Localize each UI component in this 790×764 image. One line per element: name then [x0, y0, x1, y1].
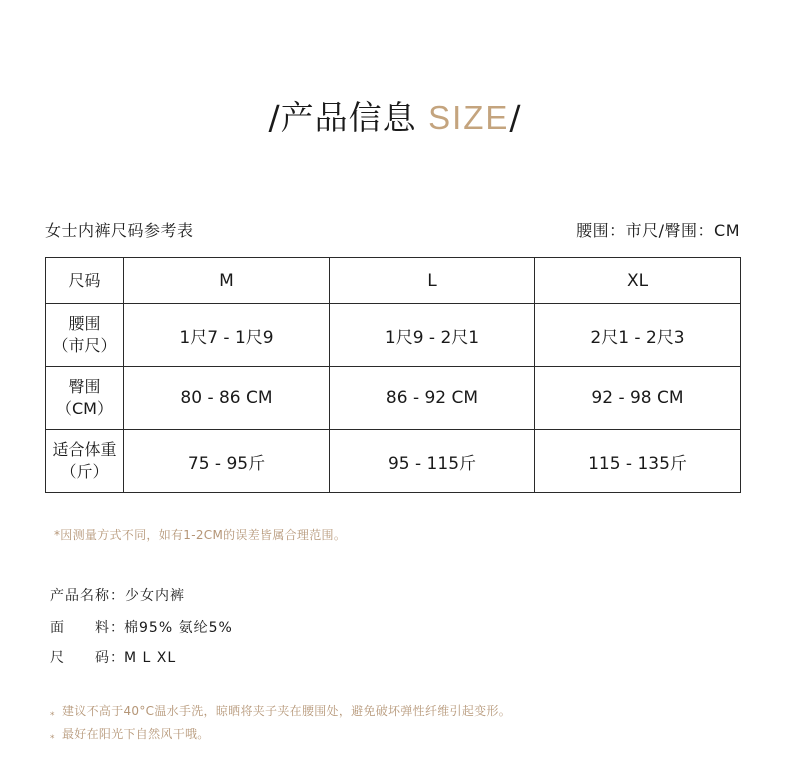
product-name-line [50, 585, 185, 605]
bullet-icon: * [50, 734, 55, 744]
title-prefix: /产品信息 [268, 98, 429, 137]
title-suffix: / [509, 98, 522, 137]
fabric-label: 面 料： [50, 620, 125, 636]
header-cell-m: M [124, 258, 330, 304]
row-label-line: 适合体重 [52, 440, 117, 459]
table-row-hip [46, 367, 741, 430]
fabric-line [50, 617, 233, 637]
row-label-unit: （斤） [60, 462, 109, 481]
row-label-unit: （市尺） [52, 336, 117, 355]
row-label-unit: （CM） [56, 399, 113, 418]
size-chart-header [45, 215, 740, 243]
size-value: M L XL [124, 650, 177, 666]
measurement-note: *因测量方式不同，如有1-2CM的误差皆属合理范围。 [54, 528, 347, 542]
care-line-1 [50, 702, 511, 721]
product-name-value: 少女内裤 [125, 588, 185, 604]
table-cell: 92 - 98 CM [535, 367, 741, 430]
size-line [50, 647, 176, 667]
header-cell-xl: XL [535, 258, 741, 304]
table-cell: 2尺1 - 2尺3 [535, 304, 741, 367]
care-text-1: 建议不高于40°C温水手洗，晾晒将夹子夹在腰围处，避免破坏弹性纤维引起变形。 [62, 704, 512, 718]
table-cell: 1尺9 - 2尺1 [330, 304, 535, 367]
row-label-line: 腰围 [68, 314, 101, 333]
care-line-2 [50, 725, 210, 744]
header-cell-size: 尺码 [46, 258, 124, 304]
fabric-value: 棉95% 氨纶5% [124, 620, 233, 636]
bullet-icon: * [50, 711, 55, 721]
table-cell: 95 - 115斤 [330, 430, 535, 493]
care-text-2: 最好在阳光下自然风干哦。 [62, 727, 210, 741]
row-label-hip [46, 367, 124, 430]
size-chart-units: 腰围：市尺/臀围：CM [576, 220, 740, 240]
header-cell-l: L [330, 258, 535, 304]
size-label: 尺 码： [50, 650, 125, 666]
size-chart-name: 女士内裤尺码参考表 [45, 220, 194, 240]
table-row-waist [46, 304, 741, 367]
page-title [0, 92, 790, 144]
table-cell: 86 - 92 CM [330, 367, 535, 430]
table-cell: 115 - 135斤 [535, 430, 741, 493]
table-header-row [46, 258, 741, 304]
table-row-weight [46, 430, 741, 493]
row-label-line: 臀围 [68, 377, 101, 396]
row-label-waist [46, 304, 124, 367]
row-label-weight [46, 430, 124, 493]
table-cell: 75 - 95斤 [124, 430, 330, 493]
table-cell: 1尺7 - 1尺9 [124, 304, 330, 367]
title-accent: SIZE [428, 99, 510, 136]
table-cell: 80 - 86 CM [124, 367, 330, 430]
product-name-label: 产品名称： [50, 588, 125, 604]
size-chart-table [45, 257, 741, 493]
